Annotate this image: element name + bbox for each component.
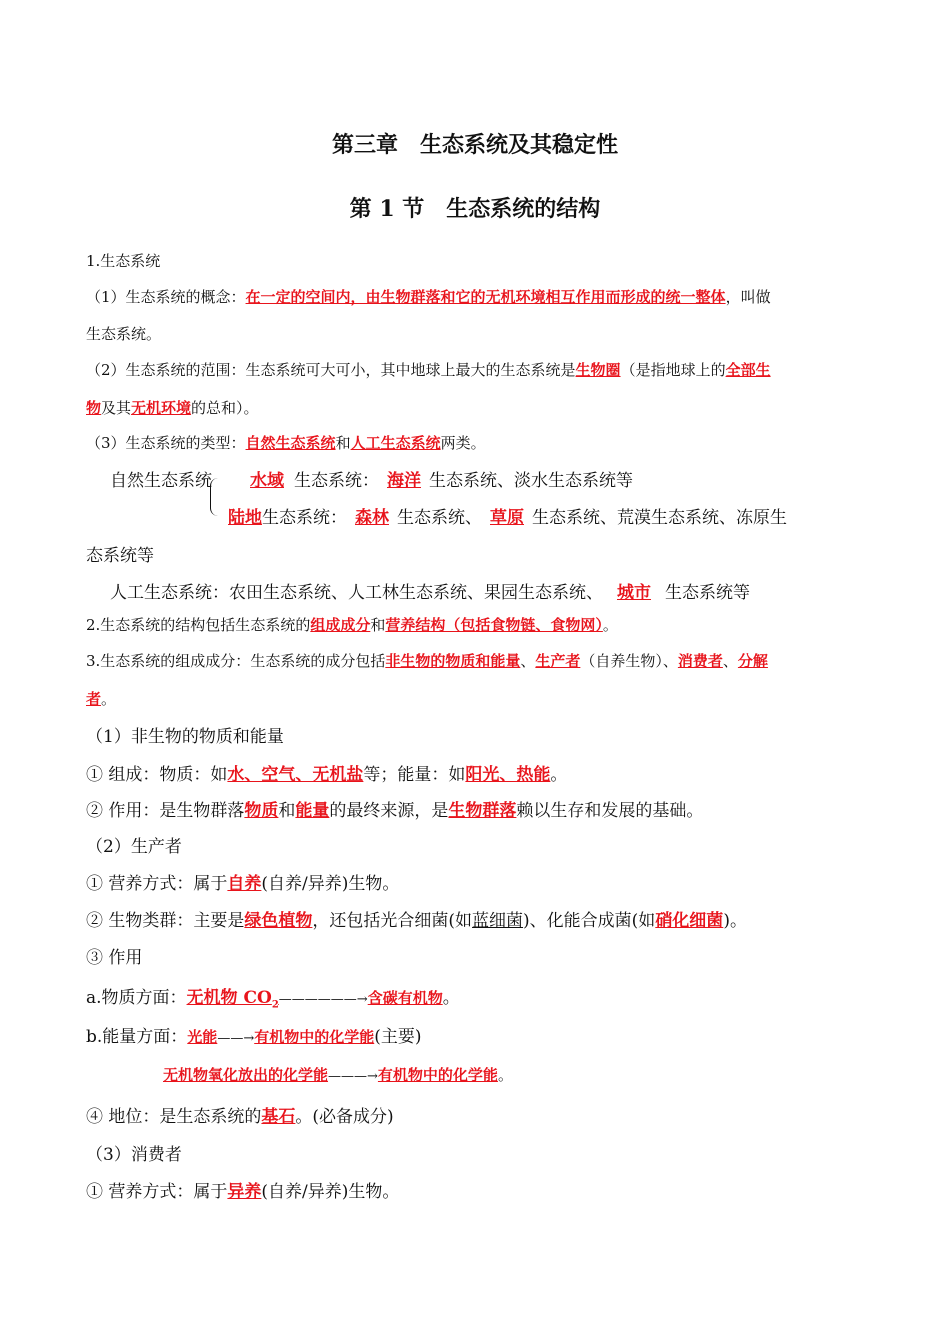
p2-c-a-line bbox=[86, 983, 460, 1010]
p2-c-heading: ③ 作用 bbox=[86, 948, 143, 968]
grassland-answer: 草原 bbox=[490, 508, 524, 528]
p2-c-a-co2-text: 无机物 CO bbox=[186, 988, 272, 1008]
p2-c-b-post: (主要) bbox=[374, 1027, 422, 1047]
s3-answer-producer: 生产者 bbox=[535, 652, 581, 670]
s1-types-line bbox=[86, 432, 486, 453]
p2-c-b2-answer-chemical: 有机物中的化学能 bbox=[377, 1066, 498, 1084]
p3-heading: （3）消费者 bbox=[86, 1145, 182, 1165]
p2-a-line bbox=[86, 869, 399, 894]
concept-pre: （1）生态系统的概念： bbox=[86, 288, 246, 306]
range-answer-all-life-a: 全部生 bbox=[725, 361, 771, 379]
classification-brace bbox=[210, 478, 221, 516]
sea-answer: 海洋 bbox=[387, 471, 421, 491]
p1-b-post: 赖以生存和发展的基础。 bbox=[516, 801, 704, 821]
p3-a-line bbox=[86, 1177, 399, 1202]
water-mid: 生态系统： bbox=[294, 471, 379, 491]
s3-sep1: 、 bbox=[520, 652, 536, 670]
p2-c-b-pre: b.能量方面： bbox=[86, 1027, 188, 1047]
p2-c-b-answer-chemical: 有机物中的化学能 bbox=[254, 1028, 375, 1046]
artificial-pre: 人工生态系统：农田生态系统、人工林生态系统、果园生态系统、 bbox=[110, 583, 603, 603]
types-post: 两类。 bbox=[440, 434, 486, 452]
p2-d-line bbox=[86, 1102, 394, 1127]
p3-a-pre: ① 营养方式：属于 bbox=[86, 1182, 228, 1202]
p1-b-mid2: 的最终来源，是 bbox=[329, 801, 449, 821]
s2-pre: 2.生态系统的结构包括生态系统的 bbox=[86, 616, 311, 634]
s2-post: 。 bbox=[602, 616, 618, 634]
city-answer: 城市 bbox=[617, 583, 651, 603]
chapter-title: 第三章 生态系统及其稳定性 bbox=[331, 132, 618, 158]
range-answer-environment: 无机环境 bbox=[131, 399, 192, 417]
p2-b-answer-nitrifying: 硝化细菌 bbox=[655, 911, 724, 931]
p1-b-pre: ② 作用：是生物群落 bbox=[86, 801, 245, 821]
p2-c-a-post: 。 bbox=[442, 988, 460, 1008]
water-answer: 水域 bbox=[250, 471, 284, 491]
p2-c-a-answer-organic: 含碳有机物 bbox=[367, 989, 443, 1007]
s2-answer-components: 组成成分 bbox=[310, 616, 371, 634]
p2-c-b2-answer-oxidation: 无机物氧化放出的化学能 bbox=[163, 1066, 329, 1084]
s2-line bbox=[86, 614, 618, 635]
land-cont: 态系统等 bbox=[86, 546, 154, 566]
range-answer-biosphere: 生物圈 bbox=[575, 361, 621, 379]
p2-a-pre: ① 营养方式：属于 bbox=[86, 874, 228, 894]
s3-post: 。 bbox=[101, 690, 117, 708]
s1-concept-cont: 生态系统。 bbox=[86, 325, 162, 343]
p2-b-mid: ，还包括光合细菌(如 bbox=[312, 911, 473, 931]
p3-a-post: (自养/异养)生物。 bbox=[261, 1182, 400, 1202]
s3-sep2: 、 bbox=[722, 652, 738, 670]
p2-b-mid2: )、化能合成菌(如 bbox=[523, 911, 656, 931]
s3-answer-consumer: 消费者 bbox=[677, 652, 723, 670]
p2-a-post: (自养/异养)生物。 bbox=[261, 874, 400, 894]
p2-b-line bbox=[86, 906, 747, 931]
range-pre: （2）生态系统的范围：生态系统可大可小，其中地球上最大的生态系统是 bbox=[86, 361, 576, 379]
p2-b-pre: ② 生物类群：主要是 bbox=[86, 911, 245, 931]
p2-d-pre: ④ 地位：是生态系统的 bbox=[86, 1107, 262, 1127]
s1-range-line bbox=[86, 359, 771, 380]
p2-c-b2-arrow: ———→ bbox=[328, 1069, 378, 1084]
s3-pre: 3.生态系统的组成成分：生态系统的成分包括 bbox=[86, 652, 386, 670]
range-answer-all-life-b: 物 bbox=[86, 399, 102, 417]
p1-b-mid1: 和 bbox=[278, 801, 296, 821]
artificial-line bbox=[110, 578, 750, 603]
s1-heading: 1.生态系统 bbox=[86, 252, 161, 270]
p1-b-answer-energy: 能量 bbox=[295, 801, 330, 821]
types-answer-natural: 自然生态系统 bbox=[245, 434, 336, 452]
p2-c-a-answer-co2 bbox=[186, 988, 279, 1011]
s3-line bbox=[86, 650, 768, 671]
s2-answer-trophic: 营养结构（包括食物链、食物网） bbox=[385, 616, 603, 634]
water-line bbox=[240, 466, 633, 491]
natural-label: 自然生态系统 bbox=[110, 471, 212, 491]
p2-c-a-pre: a.物质方面： bbox=[86, 988, 187, 1008]
p2-d-post: 。(必备成分) bbox=[295, 1107, 394, 1127]
types-answer-artificial: 人工生态系统 bbox=[350, 434, 441, 452]
p2-d-answer: 基石 bbox=[261, 1107, 296, 1127]
s2-mid: 和 bbox=[370, 616, 386, 634]
range-mid: （是指地球上的 bbox=[620, 361, 726, 379]
section-title: 第 1 节 生态系统的结构 bbox=[349, 196, 601, 222]
p3-a-answer: 异养 bbox=[227, 1182, 262, 1202]
p2-a-answer: 自养 bbox=[227, 874, 262, 894]
s3-answer-abiotic: 非生物的物质和能量 bbox=[385, 652, 521, 670]
p2-b-post: )。 bbox=[723, 911, 747, 931]
p2-b-answer-plants: 绿色植物 bbox=[244, 911, 313, 931]
p1-b-answer-community: 生物群落 bbox=[448, 801, 517, 821]
p2-heading: （2）生产者 bbox=[86, 837, 182, 857]
types-pre: （3）生态系统的类型： bbox=[86, 434, 246, 452]
p2-c-b-answer-light: 光能 bbox=[187, 1028, 218, 1046]
range-post: 的总和）。 bbox=[191, 399, 259, 417]
p2-c-a-arrow: ——————→ bbox=[278, 992, 368, 1007]
artificial-post: 生态系统等 bbox=[665, 583, 750, 603]
p1-a-answer-matter: 水、空气、无机盐 bbox=[227, 765, 364, 785]
p1-a-mid: 等；能量：如 bbox=[363, 765, 466, 785]
land-mid: 生态系统： bbox=[262, 508, 347, 528]
forest-answer: 森林 bbox=[355, 508, 389, 528]
p2-c-b2-post: 。 bbox=[497, 1066, 513, 1084]
p1-a-line bbox=[86, 760, 567, 785]
s1-concept-line bbox=[86, 286, 771, 307]
land-mid2: 生态系统、 bbox=[397, 508, 482, 528]
water-post: 生态系统、淡水生态系统等 bbox=[429, 471, 633, 491]
p1-b-answer-matter: 物质 bbox=[244, 801, 279, 821]
s3-mid: （自养生物）、 bbox=[580, 652, 678, 670]
s1-range-cont bbox=[86, 397, 259, 418]
concept-post: ，叫做 bbox=[725, 288, 771, 306]
range-mid2: 及其 bbox=[101, 399, 132, 417]
p2-c-b-arrow: ——→ bbox=[217, 1031, 255, 1046]
concept-answer: 在一定的空间内，由生物群落和它的无机环境相互作用而形成的统一整体 bbox=[245, 288, 726, 306]
land-line bbox=[228, 503, 787, 528]
p1-heading: （1）非生物的物质和能量 bbox=[86, 727, 284, 747]
s3-answer-decomposer-a: 分解 bbox=[737, 652, 768, 670]
p1-a-pre: ① 组成：物质：如 bbox=[86, 765, 228, 785]
p1-a-answer-energy: 阳光、热能 bbox=[465, 765, 551, 785]
land-post: 生态系统、荒漠生态系统、冻原生 bbox=[532, 508, 787, 528]
land-answer: 陆地 bbox=[228, 508, 262, 528]
p1-a-post: 。 bbox=[550, 765, 568, 785]
p2-b-cyanobacteria: 蓝细菌 bbox=[472, 911, 524, 931]
s3-answer-decomposer-b: 者 bbox=[86, 690, 102, 708]
p2-c-a-co2-sub: 2 bbox=[271, 999, 279, 1011]
p2-c-b2-line bbox=[163, 1064, 513, 1085]
p1-b-line bbox=[86, 796, 703, 821]
s3-cont bbox=[86, 688, 116, 709]
types-mid: 和 bbox=[335, 434, 351, 452]
p2-c-b-line bbox=[86, 1022, 422, 1047]
